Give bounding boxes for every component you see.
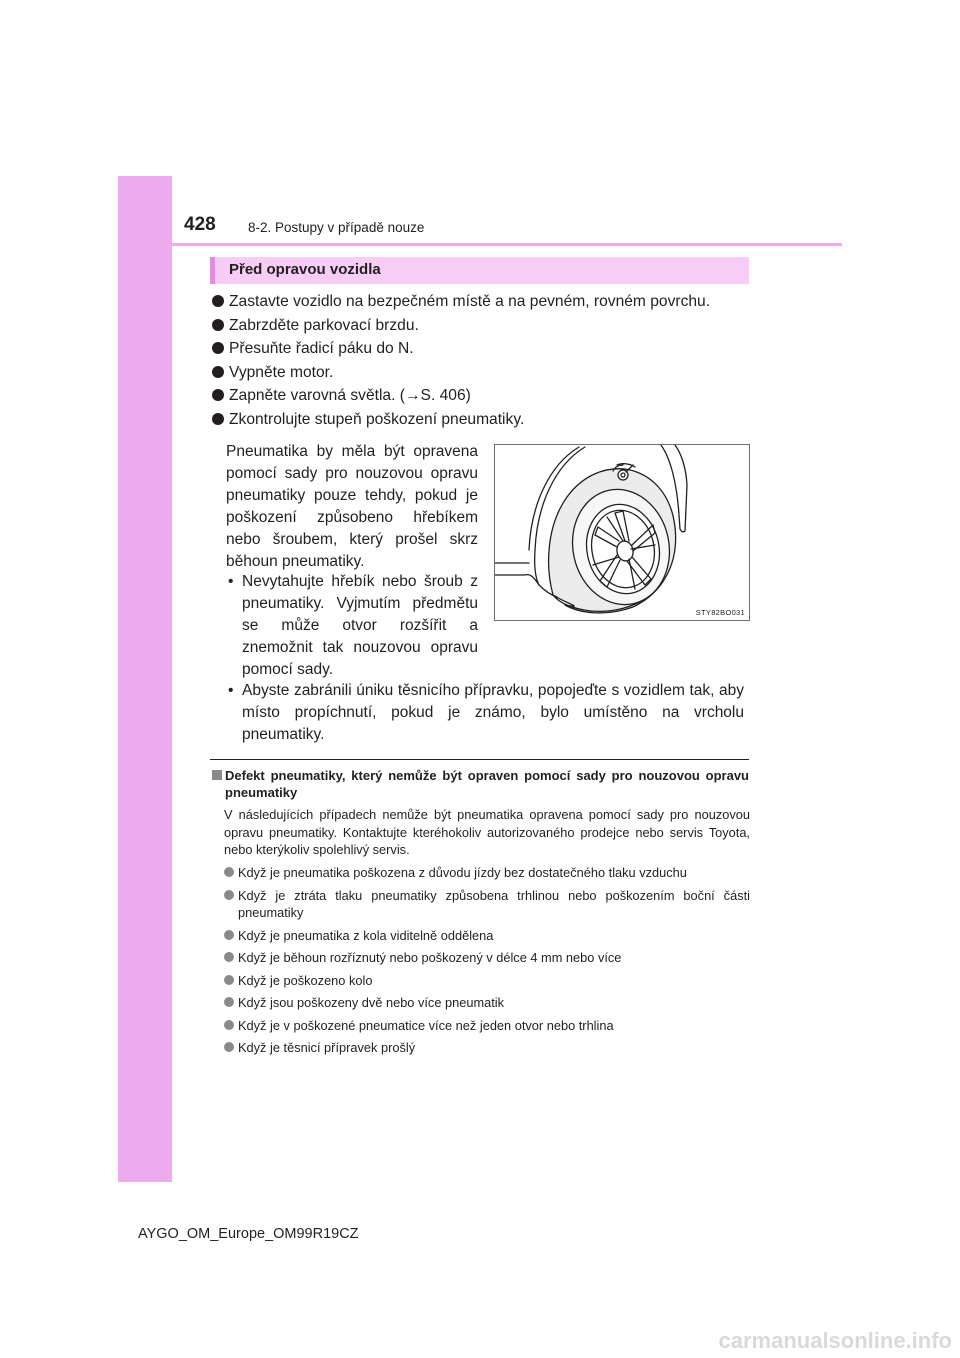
dash-item-text: Nevytahujte hřebík nebo šroub z pneumatiky. Vyjmutím předmětu se může otvor rozšířit a znemožnit tak nouzovou opravu pomocí sady.	[242, 573, 478, 678]
step-text: Zkontrolujte stupeň poškození pneumatiky.	[229, 410, 525, 428]
step-text[interactable]: Zapněte varovná světla. (→S. 406)	[229, 387, 471, 405]
condition-text: Když je v poškozené pneumatice více než jeden otvor nebo trhlina	[238, 1017, 614, 1033]
page-number: 428	[184, 214, 216, 235]
step-text: Zabrzděte parkovací brzdu.	[229, 316, 419, 334]
list-item	[224, 1017, 750, 1035]
bullet-dot-icon	[224, 975, 234, 985]
condition-text: Když je pneumatika poškozena z důvodu jízdy bez dostatečného tlaku vzduchu	[238, 865, 687, 880]
bullet-dot-icon	[212, 319, 224, 331]
list-item	[224, 864, 750, 882]
bullet-dot-icon	[212, 342, 224, 354]
bullet-dot-icon	[212, 389, 224, 401]
list-item	[224, 994, 750, 1012]
step-text: Přesuňte řadicí páku do N.	[229, 340, 414, 358]
list-item	[212, 410, 752, 434]
list-item	[212, 316, 752, 340]
step-text: Zastavte vozidlo na bezpečném místě a na pevném, rovném povrchu.	[229, 293, 711, 310]
condition-text: Když je běhoun rozříznutý nebo poškozený v délce 4 mm nebo více	[238, 950, 622, 965]
list-item	[224, 972, 750, 990]
bullet-dot-icon	[224, 1042, 234, 1052]
steps-list	[212, 292, 752, 434]
condition-text: Když je poškozeno kolo	[238, 972, 373, 988]
note-intro: V následujících případech nemůže být pneumatika opravena pomocí sady pro nouzovou opravu pneumatiky. Kontaktujte kteréhokoliv autorizovaného prodejce nebo servis Toyota, nebo kterýkoliv spolehlivý servis.	[224, 807, 750, 857]
bullet-dot-icon	[224, 867, 234, 877]
chapter-sidebar-tab	[118, 176, 172, 1182]
bullet-dot-icon	[224, 1020, 234, 1030]
dash-bullet: •	[228, 573, 234, 590]
dash-item	[228, 680, 744, 746]
header-rule	[172, 243, 842, 246]
list-item	[224, 927, 750, 945]
figure-code: STY82BO031	[695, 608, 745, 617]
list-item	[224, 1039, 750, 1057]
note-heading-text: Defekt pneumatiky, který nemůže být opraven pomocí sady pro nouzovou opravu pneumatiky	[225, 768, 749, 800]
tire-puncture-figure	[494, 444, 750, 621]
list-item	[224, 887, 750, 922]
list-item	[224, 949, 750, 967]
condition-text: Když je těsnicí přípravek prošlý	[238, 1040, 416, 1055]
subsection-title: Před opravou vozidla	[229, 261, 381, 278]
conditions-list	[224, 864, 750, 1057]
square-bullet-icon	[212, 770, 222, 780]
condition-text: Když je ztráta tlaku pneumatiky způsobena trhlinou nebo poškozením boční části pneumatiky	[238, 887, 750, 920]
dash-item-text: Abyste zabránili úniku těsnicího přípravku, popojeďte s vozidlem tak, aby místo propíchnutí, pokud je známo, bylo umístěno na vrcholu pneumatiky.	[242, 682, 744, 743]
bullet-dot-icon	[224, 952, 234, 962]
condition-text: Když je pneumatika z kola viditelně oddělena	[238, 927, 494, 943]
wheel-illustration-icon	[495, 445, 749, 620]
list-item	[212, 292, 752, 316]
bullet-dot-icon	[212, 413, 224, 425]
step-text: Vypněte motor.	[229, 363, 334, 381]
note-heading	[212, 767, 749, 801]
bullet-dot-icon	[212, 366, 224, 378]
dash-bullet: •	[228, 682, 234, 699]
condition-text: Když jsou poškozeny dvě nebo více pneumatik	[238, 995, 505, 1010]
bullet-dot-icon	[224, 997, 234, 1007]
section-divider	[210, 759, 749, 760]
bullet-dot-icon	[224, 890, 234, 900]
section-title: 8-2. Postupy v případě nouze	[248, 220, 425, 235]
damage-paragraph: Pneumatika by měla být opravena pomocí sady pro nouzovou opravu pneumatiky pouze tehdy, pokud je poškození způsobeno hřebíkem nebo šroubem, který prošel skrz běhoun pneumatiky.	[226, 443, 478, 570]
subsection-heading-bar	[210, 257, 749, 284]
bullet-dot-icon	[212, 295, 224, 307]
list-item	[212, 339, 752, 363]
bullet-dot-icon	[224, 930, 234, 940]
document-id: AYGO_OM_Europe_OM99R19CZ	[138, 1226, 359, 1242]
watermark: carmanualsonline.info	[718, 1328, 952, 1353]
list-item	[212, 386, 752, 410]
list-item	[212, 363, 752, 387]
dash-item	[228, 571, 478, 681]
